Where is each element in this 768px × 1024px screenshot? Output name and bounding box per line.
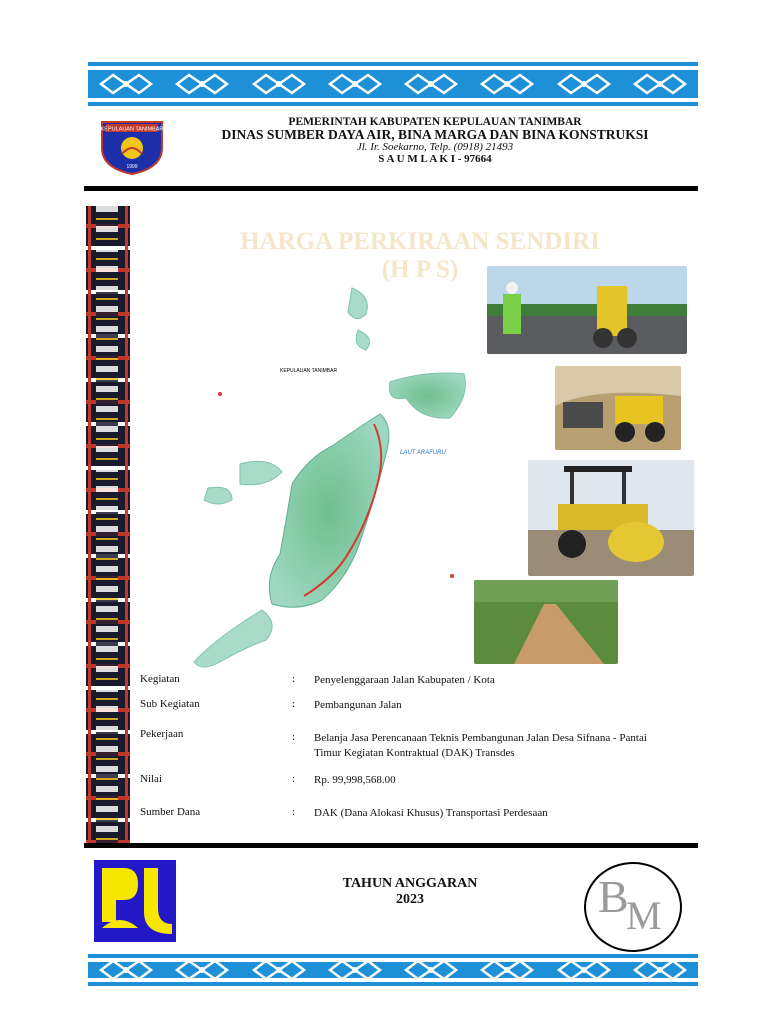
title-line-1: HARGA PERKIRAAN SENDIRI [240,228,600,255]
header-department: DINAS SUMBER DAYA AIR, BINA MARGA DAN BINA KONSTRUKSI [221,127,649,143]
header-city: S A U M L A K I - 97664 [378,152,492,165]
header-rule [84,186,698,191]
field-colon: : [292,673,296,685]
pu-logo [94,860,176,942]
tahun-anggaran-value: 2023 [396,892,424,907]
field-value: Belanja Jasa Perencanaan Teknis Pembangunan Jalan Desa Sifnana - Pantai Timur Kegiatan Kontraktual (DAK) Transdes [314,732,647,759]
ornament-motif [478,957,536,983]
field-label: Pekerjaan [140,728,184,740]
photo-vibratory-roller [528,460,694,576]
ornament-motif [173,957,231,983]
top-ornament-band [88,62,698,106]
photo-dirt-road [474,580,618,664]
ornament-motif [555,71,613,97]
bm-logo-letter-b: B [598,871,629,922]
ornament-motif [631,71,689,97]
emblem-year-text: 1999 [126,164,138,170]
field-value: Pembangunan Jalan [314,699,402,711]
field-label: Sub Kegiatan [140,698,200,710]
ornament-motif [402,71,460,97]
ornament-motif [173,71,231,97]
header-government: PEMERINTAH KABUPATEN KEPULAUAN TANIMBAR [288,116,582,128]
field-colon: : [292,731,296,743]
kabupaten-emblem [98,118,166,176]
ornament-motif [326,957,384,983]
ornament-motif [250,71,308,97]
header-address: Jl. Ir. Soekarno, Telp. (0918) 21493 [356,141,514,154]
field-colon: : [292,773,296,785]
bm-logo [584,862,682,952]
photo-loader-truck [555,366,681,450]
ornament-motif [631,957,689,983]
ornament-motif [478,71,536,97]
field-colon: : [292,698,296,710]
title-line-2: (H P S) [381,255,459,283]
tanimbar-islands-map [180,278,480,683]
bottom-ornament-band [88,954,698,986]
field-label: Kegiatan [140,673,180,685]
field-label: Nilai [140,773,162,785]
bm-logo-letter-m: M [626,893,662,938]
ornament-motif [402,957,460,983]
photo-road-survey [487,266,687,354]
left-ikat-pattern [86,206,130,846]
field-value: Rp. 99,998,568.00 [314,774,396,786]
tahun-anggaran-label: TAHUN ANGGARAN [342,876,478,891]
map-label-sea: LAUT ARAFURU [400,450,446,456]
field-value: DAK (Dana Alokasi Khusus) Transportasi Perdesaan [314,807,548,819]
field-colon: : [292,806,296,818]
map-label-island: KEPULAUAN TANIMBAR [280,368,338,374]
emblem-top-text: KEPULAUAN TANIMBAR [100,126,164,133]
ornament-motif [97,957,155,983]
letterhead [205,116,665,165]
ornament-motif [326,71,384,97]
ornament-motif [250,957,308,983]
ornament-motif [555,957,613,983]
footer-rule [84,843,698,848]
ornament-motif [97,71,155,97]
field-label: Sumber Dana [140,806,201,818]
field-value: Penyelenggaraan Jalan Kabupaten / Kota [314,674,495,686]
